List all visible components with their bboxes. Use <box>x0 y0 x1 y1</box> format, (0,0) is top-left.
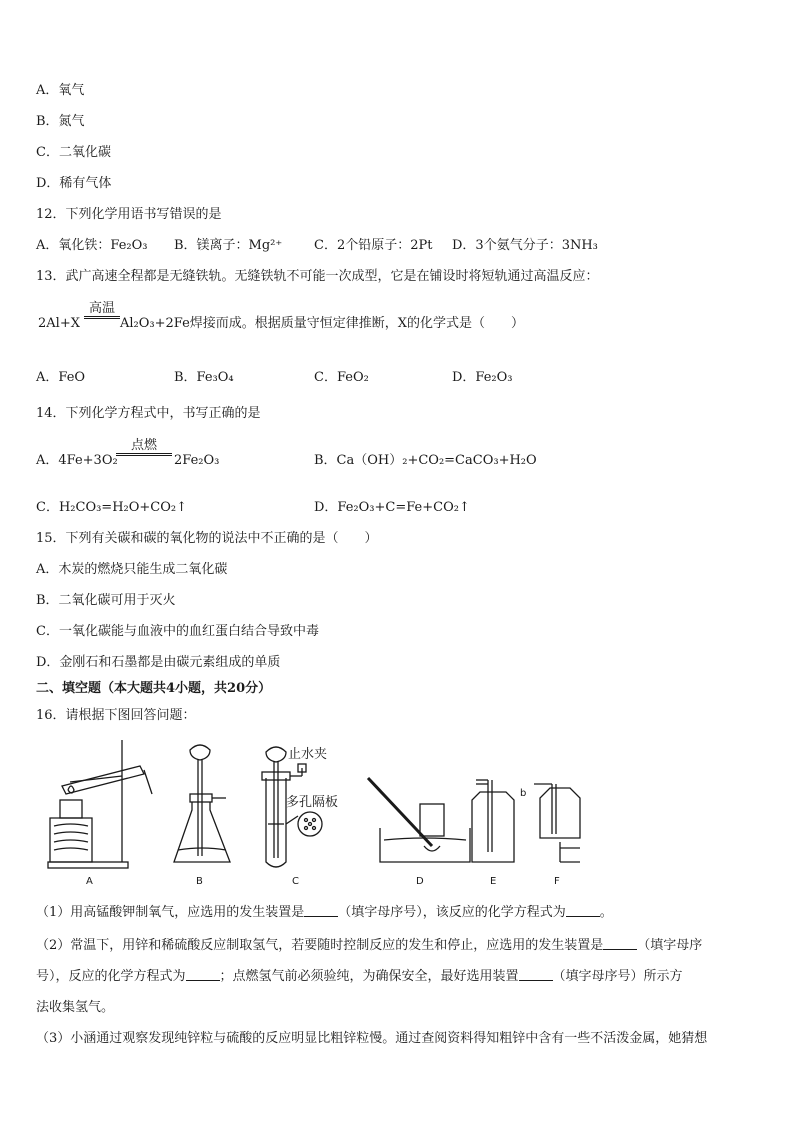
answer-blank[interactable] <box>603 937 637 950</box>
figure-label-f: F <box>554 876 560 887</box>
apparatus-d <box>368 778 470 862</box>
section-title: 二、填空题（本大题共4小题，共20分） <box>36 681 272 696</box>
q14-option-c: C．H₂CO₃=H₂O+CO₂↑ <box>36 500 188 515</box>
q16-part1-text-1: （1）用高锰酸钾制氧气，应选用的发生装置是 <box>36 905 305 920</box>
q13-option-d: D．Fe₂O₃ <box>452 370 513 385</box>
q11-option-a: A．氧气 <box>36 83 85 98</box>
apparatus-e <box>472 780 514 862</box>
figure-label-porous-plate: 多孔隔板 <box>286 795 339 810</box>
answer-blank[interactable] <box>519 968 553 981</box>
q11-option-d: D．稀有气体 <box>36 176 112 191</box>
q16-part1-text-2: （填字母序号），该反应的化学方程式为 <box>338 905 566 920</box>
figure-label-b: B <box>196 876 203 887</box>
q16-part2-text-3: 号），反应的化学方程式为 <box>36 969 186 984</box>
q14-option-b: B．Ca（OH）₂+CO₂=CaCO₃+H₂O <box>314 453 537 468</box>
answer-blank[interactable] <box>186 968 220 981</box>
q15-stem: 15．下列有关碳和碳的氧化物的说法中不正确的是（ ） <box>36 531 378 546</box>
q12-option-a: A．氧化铁：Fe₂O₃ <box>36 238 148 253</box>
q14-reaction-condition <box>116 438 172 456</box>
apparatus-f <box>534 784 580 862</box>
q13-condition-text: 高温 <box>88 301 115 316</box>
figure-label-d: D <box>416 876 424 887</box>
q13-reaction-condition <box>84 301 120 319</box>
q14-option-d: D．Fe₂O₃+C=Fe+CO₂↑ <box>314 500 470 515</box>
q14-condition-text: 点燃 <box>130 438 157 453</box>
q16-part2-text-2: （填字母序 <box>637 938 703 953</box>
figure-label-e: E <box>490 876 497 887</box>
q14-option-a-right: 2Fe₂O₃ <box>174 453 220 468</box>
q13-option-b: B．Fe₃O₄ <box>174 370 234 385</box>
q15-option-a: A．木炭的燃烧只能生成二氧化碳 <box>36 562 228 577</box>
figure-label-a: A <box>86 876 93 887</box>
figure-label-stopclip: 止水夹 <box>288 747 328 762</box>
q13-equation-left: 2Al+X <box>38 316 80 331</box>
figure-label-c: C <box>292 876 299 887</box>
q16-part2-line1 <box>36 937 702 955</box>
q12-stem: 12．下列化学用语书写错误的是 <box>36 207 222 222</box>
q12-option-c: C．2个铅原子：2Pt <box>314 238 433 253</box>
q13-equal-bar <box>84 316 120 319</box>
q16-stem: 16．请根据下图回答问题： <box>36 708 196 723</box>
apparatus-b <box>174 745 230 862</box>
q11-option-c: C．二氧化碳 <box>36 145 111 160</box>
q16-part1 <box>36 904 613 922</box>
q15-option-c: C．一氧化碳能与血液中的血红蛋白结合导致中毒 <box>36 624 319 639</box>
answer-blank[interactable] <box>566 904 600 917</box>
figure-label-b-tube: b <box>520 788 527 799</box>
q14-option-a-left: A．4Fe+3O₂ <box>36 453 118 468</box>
q16-part2-line2 <box>36 968 683 986</box>
q15-option-b: B．二氧化碳可用于灭火 <box>36 593 176 608</box>
q16-part2-text-5: （填字母序号）所示方 <box>552 969 683 984</box>
q14-equal-bar <box>116 453 172 456</box>
q13-option-c: C．FeO₂ <box>314 370 369 385</box>
answer-blank[interactable] <box>304 904 338 917</box>
q15-option-d: D．金刚石和石墨都是由碳元素组成的单质 <box>36 655 281 670</box>
q16-part2-text-4: ；点燃氢气前必须验纯，为确保安全，最好选用装置 <box>219 969 519 984</box>
q13-option-a: A．FeO <box>36 370 86 385</box>
q16-part3-line1: （3）小涵通过观察发现纯锌粒与硫酸的反应明显比粗锌粒慢。通过查阅资料得知粗锌中含有一些不活泼金属，她猜想 <box>36 1031 708 1046</box>
q13-stem: 13．武广高速全程都是无缝铁轨。无缝铁轨不可能一次成型，它是在铺设时将短轨通过高温反应： <box>36 269 599 284</box>
q16-part2-line3: 法收集氢气。 <box>36 1000 115 1015</box>
q14-stem: 14．下列化学方程式中，书写正确的是 <box>36 406 261 421</box>
q13-equation-right: Al₂O₃+2Fe焊接而成。根据质量守恒定律推断，X的化学式是（ ） <box>120 316 525 331</box>
q11-option-b: B．氮气 <box>36 114 85 129</box>
lab-apparatus-figure <box>40 738 600 888</box>
q12-option-d: D．3个氨气分子：3NH₃ <box>452 238 598 253</box>
q16-part1-text-3: 。 <box>599 905 613 920</box>
apparatus-a <box>48 740 152 868</box>
q12-option-b: B．镁离子：Mg²⁺ <box>174 238 283 253</box>
q16-part2-text-1: （2）常温下，用锌和稀硫酸反应制取氢气，若要随时控制反应的发生和停止，应选用的发生装置是 <box>36 938 604 953</box>
